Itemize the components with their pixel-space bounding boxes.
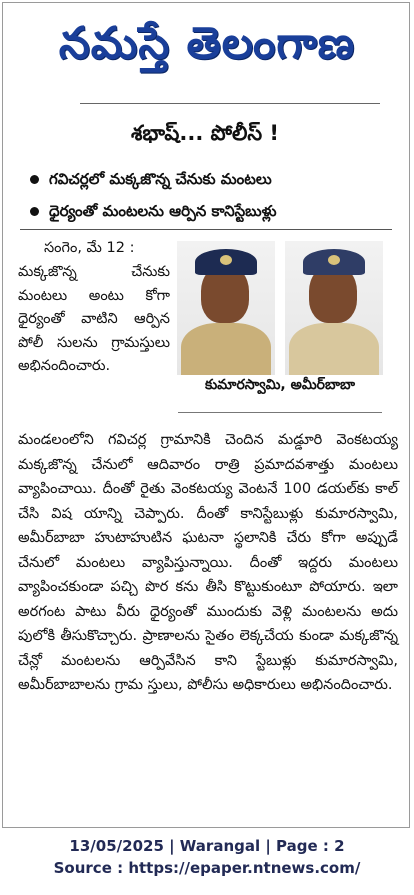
edition-info: 13/05/2025 | Warangal | Page : 2	[69, 837, 345, 855]
cap-badge-icon	[220, 255, 232, 265]
photo-caption: కుమారస్వామి, అమీర్‌బాబా	[205, 377, 355, 393]
cap-badge-icon	[328, 255, 340, 265]
newspaper-masthead: నమస్తే తెలంగాణ	[58, 18, 356, 69]
caption-divider	[178, 412, 382, 413]
bullet-text: ధైర్యంతో మంటలను ఆర్పిన కానిస్టేబుళ్లు	[49, 202, 277, 220]
source-link[interactable]: Source : https://epaper.ntnews.com/	[53, 859, 361, 877]
article-body: మండలంలోని గవిచర్ల గ్రామానికి చెందిన మడ్డూరి వెంకటయ్య మక్కజొన్న చేనులో ఆదివారం రాత్రి ప్రమాదవశాత్తు మంటలు వ్యాపించాయి. దీంతో రైతు వెంకటయ్య వెంటనే 100 డయల్‌కు కాల్ చేసి విష యాన్ని చెప్పారు. దీంతో కానిస్టేబుళ్లు కుమారస్వామి, అమీర్‌బాబా హుటాహుటిన ఘటనా స్థలానికి చేరు కోగా అప్పుడే చేనులో మంటలు వ్యాపిస్తున్నాయి. దీంతో ఇద్దరు మంటలు వ్యాపించకుండా పచ్చి పొర కను తీసి కొట్టుకుంటూ పోయారు. ఇలా అరగంట పాటు వీరు ధైర్యంతో ముందుకు వెళ్లి మంటలను అదు పులోకి తీసుకొచ్చారు. ప్రాణాలను సైతం లెక్కచేయ కుండా మక్కజొన్న చేన్లో మంటలను ఆర్పివేసిన కాని స్టేబుళ్లు కుమారస్వామి, అమీర్‌బాబాలను గ్రామ స్తులు, పోలీసు అధికారులు అభినందించారు.	[18, 432, 398, 693]
divider-top	[80, 103, 380, 104]
bullet-point-1	[30, 168, 390, 190]
bullet-dot-icon	[30, 175, 39, 184]
photo-kumaraswamy	[177, 241, 275, 375]
divider-mid	[20, 229, 392, 230]
article-intro: మక్కజొన్న చేనుకు మంటలు అంటు కోగా ధైర్యంతో వాటిని ఆర్పిన పోలీ సులను గ్రామస్తులు అభినందించారు.	[18, 264, 170, 374]
constable-photos	[177, 241, 383, 375]
bullet-point-2	[30, 200, 390, 222]
bullet-text: గవిచర్లలో మక్కజొన్న చేనుకు మంటలు	[49, 170, 272, 188]
article-headline: శభాష్... పోలీస్ !	[130, 121, 280, 145]
photo-ameerbaba	[285, 241, 383, 375]
bullet-dot-icon	[30, 207, 39, 216]
article-dateline: సంగెం, మే 12 :	[44, 240, 135, 256]
